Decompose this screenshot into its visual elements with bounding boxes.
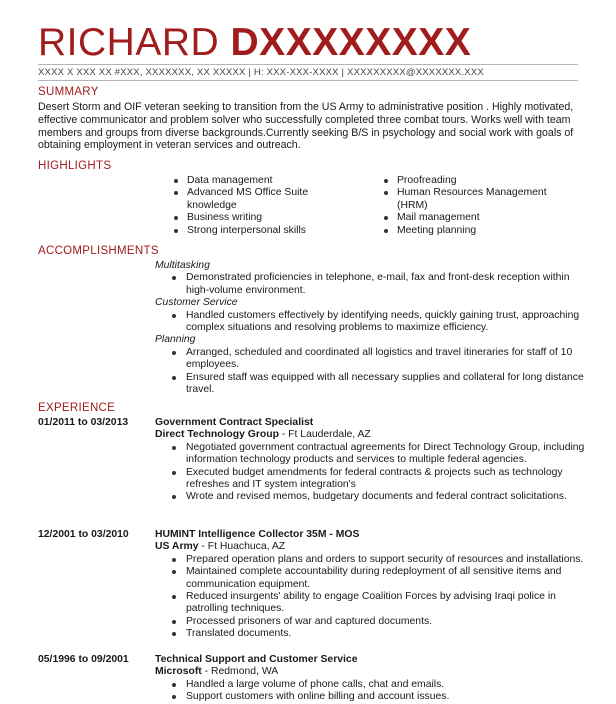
accomplishment-item: Handled customers effectively by identifying needs, quickly gaining trust, approaching complex situations and resolving problems to maximize efficiency. xyxy=(155,310,585,335)
summary-heading: SUMMARY xyxy=(38,86,99,98)
accomplishment-item: Arranged, scheduled and coordinated all logistics and travel itineraries for staff of 10 employees. xyxy=(155,347,585,372)
job-location: - Redmond, WA xyxy=(201,666,279,678)
highlight-item: Meeting planning xyxy=(380,225,570,237)
job-employer: Direct Technology Group xyxy=(155,429,279,441)
highlight-item: Business writing xyxy=(170,212,340,224)
highlight-item: Data management xyxy=(170,175,340,187)
job-title: HUMINT Intelligence Collector 35M - MOS xyxy=(155,529,360,540)
job-duty: Reduced insurgents' ability to engage Coalition Forces by advising Iraqi police in patrolling techniques. xyxy=(155,591,585,616)
job-details xyxy=(155,417,585,504)
candidate-name xyxy=(38,20,471,66)
last-name: DXXXXXXXX xyxy=(230,21,472,64)
job-employer-line xyxy=(155,429,585,441)
job-location: - Ft Huachuca, AZ xyxy=(198,541,286,553)
job-duty: Support customers with online billing and account issues. xyxy=(155,691,585,703)
job-dates: 05/1996 to 09/2001 xyxy=(38,654,129,665)
job-employer-line xyxy=(155,666,585,678)
highlight-item: Proofreading xyxy=(380,175,570,187)
highlight-item: Advanced MS Office Suite knowledge xyxy=(170,187,340,212)
job-location: - Ft Lauderdale, AZ xyxy=(278,429,371,441)
job-duty: Processed prisoners of war and captured documents. xyxy=(155,616,585,628)
accomplishment-item: Ensured staff was equipped with all necessary supplies and collateral for long distance travel. xyxy=(155,372,585,397)
accomplishments-heading: ACCOMPLISHMENTS xyxy=(38,245,159,257)
contact-line: XXXX X XXX XX #XXX, XXXXXXX, XX XXXXX | H: XXX-XXX-XXXX | XXXXXXXXX@XXXXXXX.XXX xyxy=(38,67,484,78)
summary-text xyxy=(38,101,578,152)
highlights-right-column xyxy=(380,175,570,237)
accomplishment-category: Planning xyxy=(155,334,196,346)
job-duty: Prepared operation plans and orders to support security of resources and installations. xyxy=(155,554,585,566)
highlights-left-column xyxy=(170,175,340,237)
accomplishment-category: Customer Service xyxy=(155,297,238,309)
highlight-item: Strong interpersonal skills xyxy=(170,225,340,237)
contact-divider xyxy=(38,80,578,81)
experience-heading: EXPERIENCE xyxy=(38,402,116,414)
accomplishment-category: Multitasking xyxy=(155,260,210,271)
job-title: Technical Support and Customer Service xyxy=(155,654,358,665)
accomplishment-item: Demonstrated proficiencies in telephone, e-mail, fax and front-desk reception within high-volume environment. xyxy=(155,272,585,297)
highlight-item: Human Resources Management (HRM) xyxy=(380,187,570,212)
job-duty: Maintained complete accountability during redeployment of all sensitive items and communication equipment. xyxy=(155,566,585,591)
job-duty: Executed budget amendments for federal contracts & projects such as technology refreshes and IT system integration's xyxy=(155,467,585,492)
job-duty: Negotiated government contractual agreements for Direct Technology Group, including information technology products and services to multiple federal agencies. xyxy=(155,442,585,467)
job-duty: Translated documents. xyxy=(155,628,585,640)
job-dates: 12/2001 to 03/2010 xyxy=(38,529,129,540)
header-divider xyxy=(38,64,578,65)
job-employer: US Army xyxy=(155,541,199,553)
job-dates: 01/2011 to 03/2013 xyxy=(38,417,129,428)
summary-paragraph: Desert Storm and OIF veteran seeking to transition from the US Army to administrative position . Highly motivated, effective communicator and problem solver who successfully completed three combat tours. Works well with team members and groups from diverse backgrounds.Currently seeking B/S in psychology and social work with goals of obtaining employment in veteran services and outreach. xyxy=(38,101,574,152)
job-duty: Handled a large volume of phone calls, chat and emails. xyxy=(155,679,585,691)
job-details xyxy=(155,654,585,704)
job-employer-line xyxy=(155,541,585,553)
job-title: Government Contract Specialist xyxy=(155,417,314,428)
job-employer: Microsoft xyxy=(155,666,202,678)
highlights-heading: HIGHLIGHTS xyxy=(38,160,112,172)
job-duty: Wrote and revised memos, budgetary documents and federal contract solicitations. xyxy=(155,491,585,503)
first-name: RICHARD xyxy=(38,21,220,64)
accomplishments-list xyxy=(155,260,585,396)
highlight-item: Mail management xyxy=(380,212,570,224)
job-details xyxy=(155,529,585,641)
